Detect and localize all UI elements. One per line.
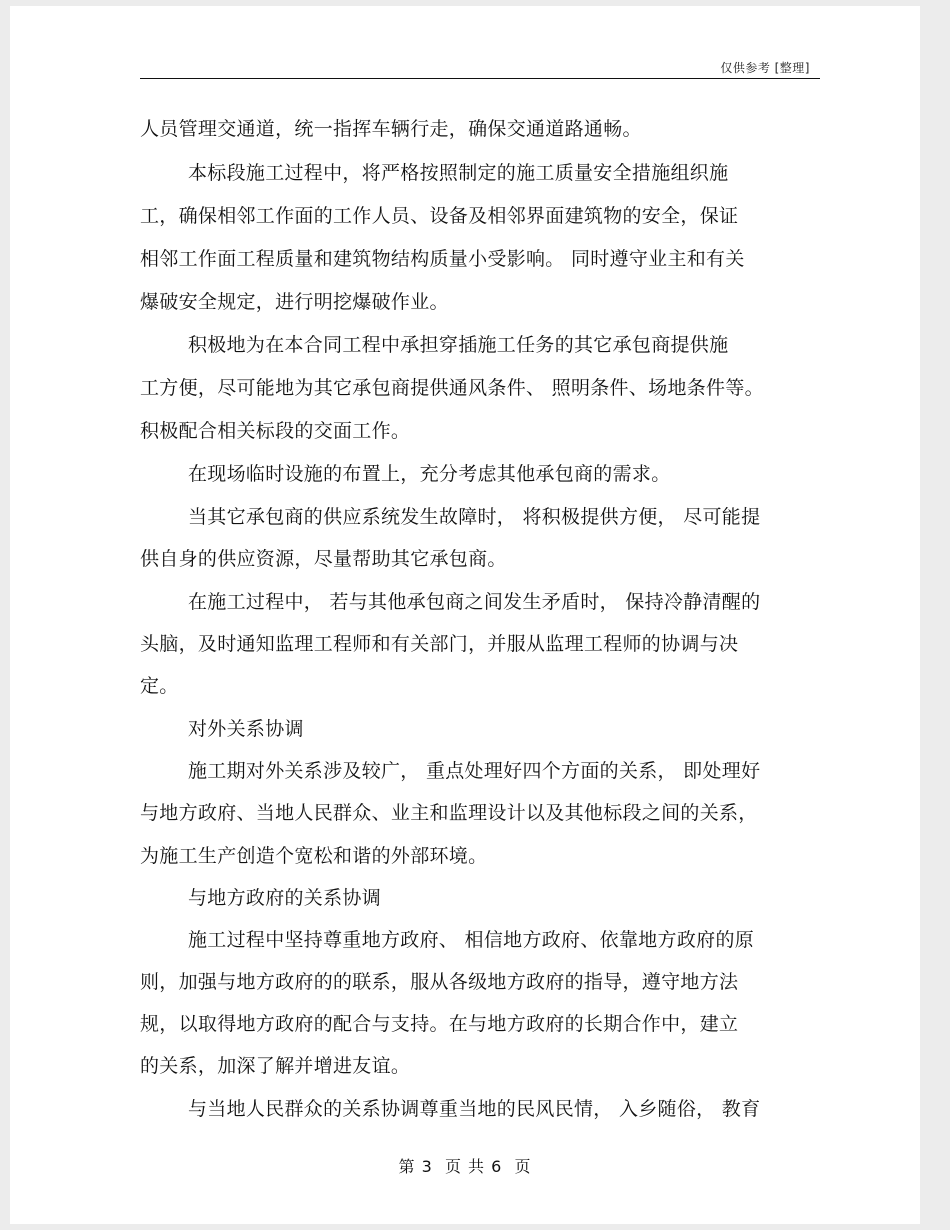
- header-note: 仅供参考 [整理]: [720, 61, 810, 75]
- body-line: 供自身的供应资源，尽量帮助其它承包商。: [140, 548, 507, 570]
- body-line: 积极地为在本合同工程中承担穿插施工任务的其它承包商提供施: [188, 334, 729, 356]
- body-line: 的关系，加深了解并增进友谊。: [140, 1055, 411, 1077]
- body-line: 积极配合相关标段的交面工作。: [140, 420, 411, 442]
- body-line: 则，加强与地方政府的的联系，服从各级地方政府的指导，遵守地方法: [140, 971, 739, 993]
- body-line: 在施工过程中， 若与其他承包商之间发生矛盾时， 保持冷静清醒的: [188, 591, 761, 613]
- body-line: 人员管理交通道，统一指挥车辆行走，确保交通道路通畅。: [140, 118, 642, 140]
- body-line: 施工期对外关系涉及较广， 重点处理好四个方面的关系， 即处理好: [188, 760, 761, 782]
- header-rule: [140, 78, 820, 79]
- section-heading: 对外关系协调: [188, 718, 304, 740]
- body-line: 定。: [140, 675, 179, 697]
- body-line: 在现场临时设施的布置上，充分考虑其他承包商的需求。: [188, 463, 671, 485]
- body-line: 与当地人民群众的关系协调尊重当地的民风民情， 入乡随俗， 教育: [188, 1098, 761, 1120]
- page-number: 第 3 页 共 6 页: [398, 1157, 532, 1176]
- body-line: 相邻工作面工程质量和建筑物结构质量小受影响。 同时遵守业主和有关: [140, 248, 745, 270]
- body-line: 施工过程中坚持尊重地方政府、 相信地方政府、依靠地方政府的原: [188, 929, 755, 951]
- document-page: [10, 6, 920, 1224]
- body-line: 规，以取得地方政府的配合与支持。在与地方政府的长期合作中，建立: [140, 1013, 739, 1035]
- body-line: 与地方政府、当地人民群众、业主和监理设计以及其他标段之间的关系，: [140, 802, 758, 824]
- body-line: 爆破安全规定，进行明挖爆破作业。: [140, 291, 449, 313]
- body-line: 当其它承包商的供应系统发生故障时， 将积极提供方便， 尽可能提: [188, 506, 761, 528]
- body-line: 工，确保相邻工作面的工作人员、设备及相邻界面建筑物的安全，保证: [140, 205, 739, 227]
- body-line: 为施工生产创造个宽松和谐的外部环境。: [140, 845, 488, 867]
- section-heading: 与地方政府的关系协调: [188, 887, 382, 909]
- body-line: 头脑，及时通知监理工程师和有关部门，并服从监理工程师的协调与决: [140, 633, 739, 655]
- body-line: 本标段施工过程中，将严格按照制定的施工质量安全措施组织施: [188, 162, 729, 184]
- body-line: 工方便，尽可能地为其它承包商提供通风条件、 照明条件、场地条件等。: [140, 377, 764, 399]
